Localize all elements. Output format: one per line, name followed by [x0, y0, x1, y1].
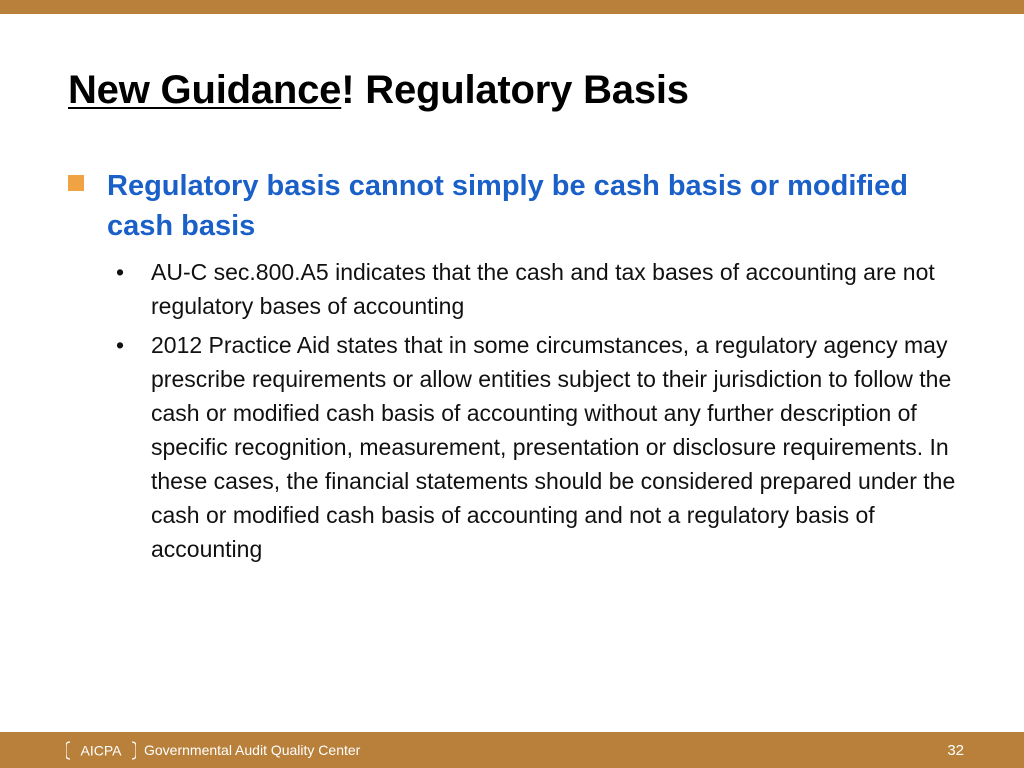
square-bullet-icon	[68, 175, 84, 191]
page-number: 32	[947, 742, 964, 759]
footer-org-name: Governmental Audit Quality Center	[144, 742, 361, 758]
aicpa-logo	[66, 740, 136, 761]
sub-bullet-text: AU-C sec.800.A5 indicates that the cash and tax bases of accounting are not regulatory bases of accounting	[151, 259, 935, 319]
sub-bullet	[116, 255, 976, 323]
slide-title	[68, 68, 689, 113]
top-accent-bar	[0, 0, 1024, 14]
main-bullet	[68, 166, 968, 246]
title-underlined-part: New Guidance	[68, 68, 342, 112]
svg-text:AICPA: AICPA	[80, 742, 122, 759]
sub-bullet-text: 2012 Practice Aid states that in some circumstances, a regulatory agency may prescribe requirements or allow entities subject to their jurisdiction to follow the cash or modified cash basis of accounting without any further description of specific recognition, measurement, presentation or disclosure requirements. In these cases, the financial statements should be considered prepared under the cash or modified cash basis of accounting and not a regulatory basis of accounting	[151, 332, 956, 562]
footer-bar	[0, 732, 1024, 768]
title-rest: ! Regulatory Basis	[341, 68, 689, 112]
sub-bullet	[116, 328, 976, 566]
bullet-dot-icon: •	[116, 332, 125, 358]
main-bullet-text: Regulatory basis cannot simply be cash basis or modified cash basis	[107, 170, 908, 242]
bullet-dot-icon: •	[116, 259, 125, 285]
